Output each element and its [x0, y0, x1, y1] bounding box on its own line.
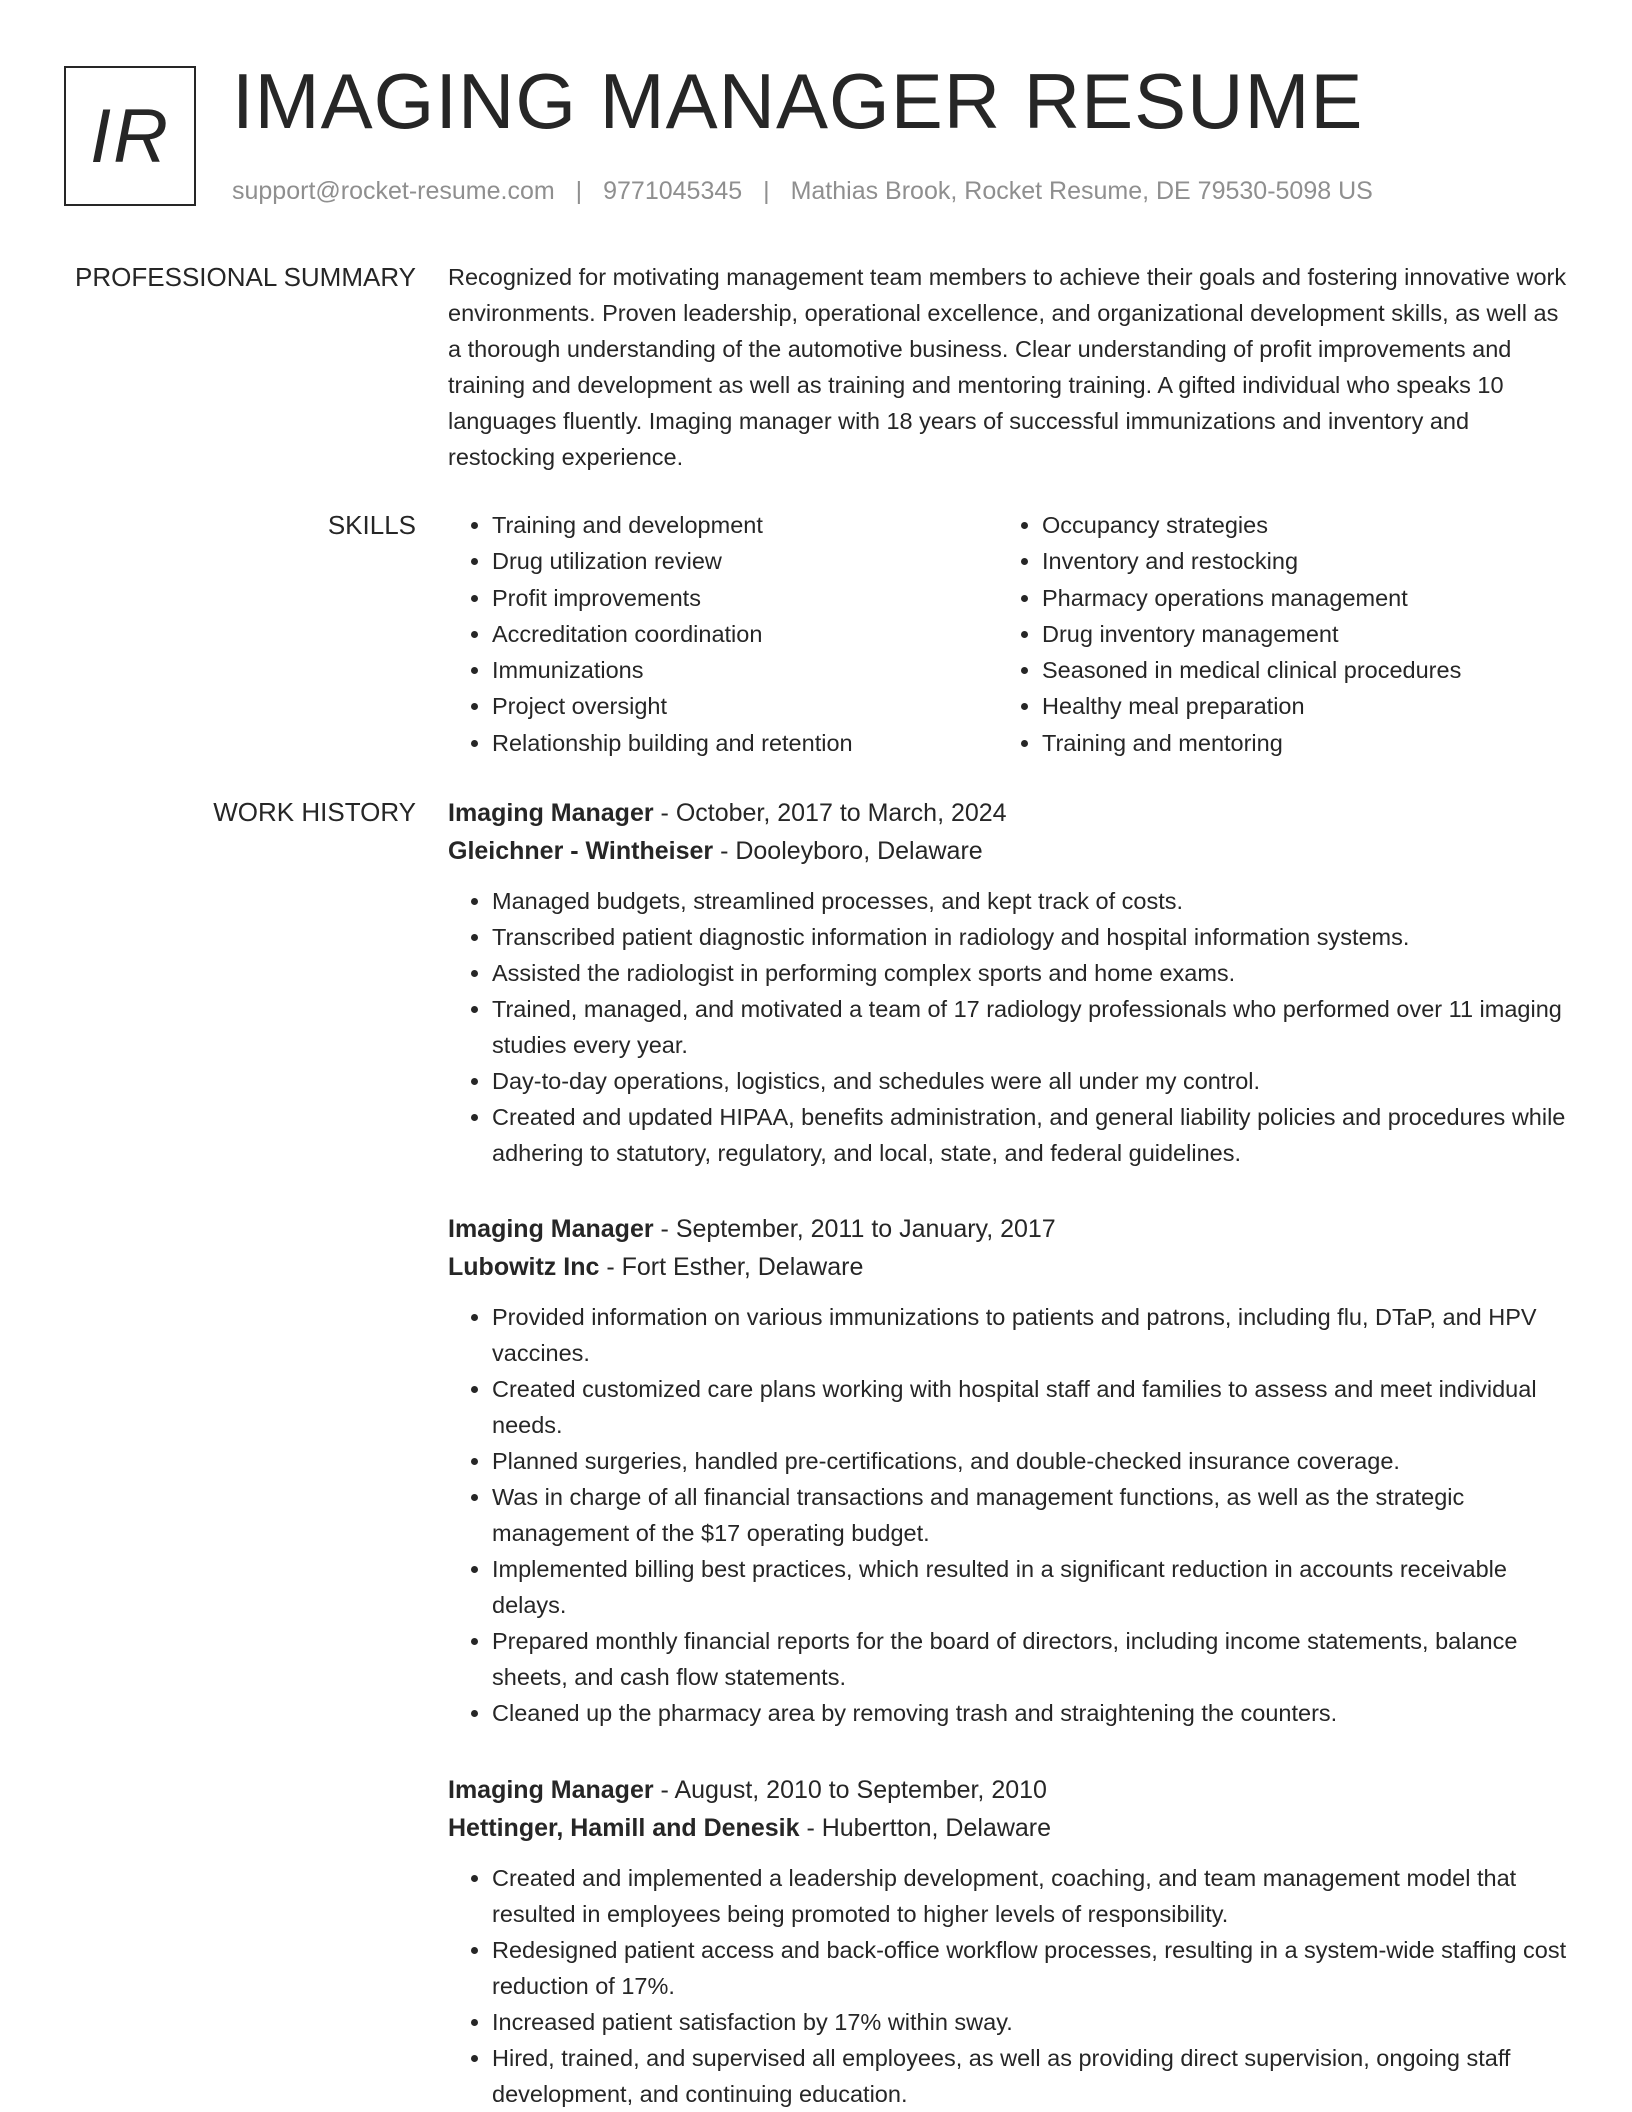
- job-company-line: [448, 1248, 1568, 1286]
- job-bullet: • Implemented billing best practices, which resulted in a significant reduction in accounts receivable delays.: [492, 1551, 1568, 1623]
- job-title: Imaging Manager: [448, 1776, 654, 1804]
- contact-line: [232, 174, 1373, 208]
- job-entry: [448, 1771, 1568, 2112]
- job-bullet: • Day-to-day operations, logistics, and schedules were all under my control.: [492, 1063, 1568, 1099]
- job-bullet: • Prepared monthly financial reports for the board of directors, including income statements, balance sheets, and cash flow statements.: [492, 1623, 1568, 1695]
- skills-label: SKILLS: [327, 510, 416, 540]
- skill-item: • Drug inventory management: [1042, 616, 1562, 652]
- job-title-line: [448, 1210, 1568, 1248]
- job-company: Hettinger, Hamill and Denesik: [448, 1814, 800, 1842]
- contact-separator: |: [575, 177, 583, 205]
- summary-text: Recognized for motivating management team members to achieve their goals and fostering innovative work environments. Proven leadership, operational excellence, and organizational development skills, as well as a thorough understanding of the automotive business. Clear understanding of profit improvements and training and development as well as training and mentoring training. A gifted individual who speaks 10 languages fluently. Imaging manager with 18 years of successful immunizations and inventory and restocking experience.: [448, 264, 1567, 470]
- job-bullet: • Transcribed patient diagnostic information in radiology and hospital information systems.: [492, 919, 1568, 955]
- job-bullet: • Planned surgeries, handled pre-certifications, and double-checked insurance coverage.: [492, 1443, 1568, 1479]
- job-bullets: [448, 1299, 1568, 1731]
- job-dash: -: [653, 1776, 675, 1804]
- job-bullets: [448, 1860, 1568, 2112]
- summary-label: PROFESSIONAL SUMMARY: [75, 262, 416, 292]
- job-bullet: • Redesigned patient access and back-office workflow processes, resulting in a system-wide staffing cost reduction of 17%.: [492, 1932, 1568, 2004]
- job-bullet: • Created and updated HIPAA, benefits administration, and general liability policies and procedures while adhering to statutory, regulatory, and local, state, and federal guidelines.: [492, 1099, 1568, 1171]
- work-history-label: WORK HISTORY: [213, 797, 416, 827]
- skills-column-2: [998, 507, 1562, 761]
- job-bullet: • Trained, managed, and motivated a team of 17 radiology professionals who performed over 11 imaging studies every year.: [492, 991, 1568, 1063]
- skill-item: • Seasoned in medical clinical procedures: [1042, 652, 1562, 688]
- page-title: IMAGING MANAGER RESUME: [232, 57, 1364, 145]
- skill-item: • Pharmacy operations management: [1042, 580, 1562, 616]
- skill-item: • Healthy meal preparation: [1042, 688, 1562, 724]
- job-location: Fort Esther, Delaware: [621, 1253, 864, 1281]
- job-bullet: • Was in charge of all financial transactions and management functions, as well as the strategic management of the $17 operating budget.: [492, 1479, 1568, 1551]
- job-bullets: [448, 883, 1568, 1171]
- job-title: Imaging Manager: [448, 1215, 654, 1243]
- skill-item: • Relationship building and retention: [492, 725, 998, 761]
- job-dash: -: [653, 799, 676, 827]
- job-bullet: • Managed budgets, streamlined processes, and kept track of costs.: [492, 883, 1568, 919]
- skills-lists: [448, 507, 1568, 761]
- job-company: Gleichner - Wintheiser: [448, 837, 714, 865]
- job-bullet: • Created customized care plans working with hospital staff and families to assess and meet individual needs.: [492, 1371, 1568, 1443]
- skill-item: • Profit improvements: [492, 580, 998, 616]
- contact-email: support@rocket-resume.com: [232, 177, 555, 205]
- job-bullet: • Created and implemented a leadership development, coaching, and team management model that resulted in employees being promoted to higher levels of responsibility.: [492, 1860, 1568, 1932]
- job-dash: -: [799, 1814, 822, 1842]
- job-dates: September, 2011 to January, 2017: [675, 1215, 1056, 1243]
- skill-item: • Training and mentoring: [1042, 725, 1562, 761]
- contact-address: Mathias Brook, Rocket Resume, DE 79530-5098 US: [790, 177, 1373, 205]
- summary-content: [448, 259, 1568, 475]
- monogram-logo: [64, 66, 196, 206]
- job-entry: [448, 1210, 1568, 1731]
- monogram-text: IR: [90, 93, 170, 179]
- skill-item: • Inventory and restocking: [1042, 543, 1562, 579]
- job-company-line: [448, 832, 1568, 870]
- skill-item: • Occupancy strategies: [1042, 507, 1562, 543]
- skill-item: • Project oversight: [492, 688, 998, 724]
- job-bullet: • Hired, trained, and supervised all employees, as well as providing direct supervision, ongoing staff development, and continuing education.: [492, 2040, 1568, 2112]
- job-bullet: • Cleaned up the pharmacy area by removing trash and straightening the counters.: [492, 1695, 1568, 1731]
- contact-separator: |: [763, 177, 770, 205]
- job-company: Lubowitz Inc: [448, 1253, 600, 1281]
- skill-item: • Immunizations: [492, 652, 998, 688]
- job-dash: -: [713, 837, 736, 865]
- job-dash: -: [653, 1215, 676, 1243]
- job-location: Dooleyboro, Delaware: [735, 837, 983, 865]
- skill-item: • Accreditation coordination: [492, 616, 998, 652]
- skill-item: • Drug utilization review: [492, 543, 998, 579]
- job-dates: August, 2010 to September, 2010: [674, 1776, 1047, 1804]
- contact-phone: 9771045345: [603, 177, 743, 205]
- job-title-line: [448, 794, 1568, 832]
- job-company-line: [448, 1809, 1568, 1847]
- job-dash: -: [599, 1253, 622, 1281]
- job-bullet: • Increased patient satisfaction by 17% within sway.: [492, 2004, 1568, 2040]
- job-entry: [448, 794, 1568, 1171]
- job-dates: October, 2017 to March, 2024: [675, 799, 1007, 827]
- job-title: Imaging Manager: [448, 799, 654, 827]
- skills-column-1: [448, 507, 998, 761]
- job-location: Hubertton, Delaware: [821, 1814, 1052, 1842]
- job-bullet: • Assisted the radiologist in performing complex sports and home exams.: [492, 955, 1568, 991]
- job-bullet: • Provided information on various immunizations to patients and patrons, including flu, DTaP, and HPV vaccines.: [492, 1299, 1568, 1371]
- skill-item: • Training and development: [492, 507, 998, 543]
- job-title-line: [448, 1771, 1568, 1809]
